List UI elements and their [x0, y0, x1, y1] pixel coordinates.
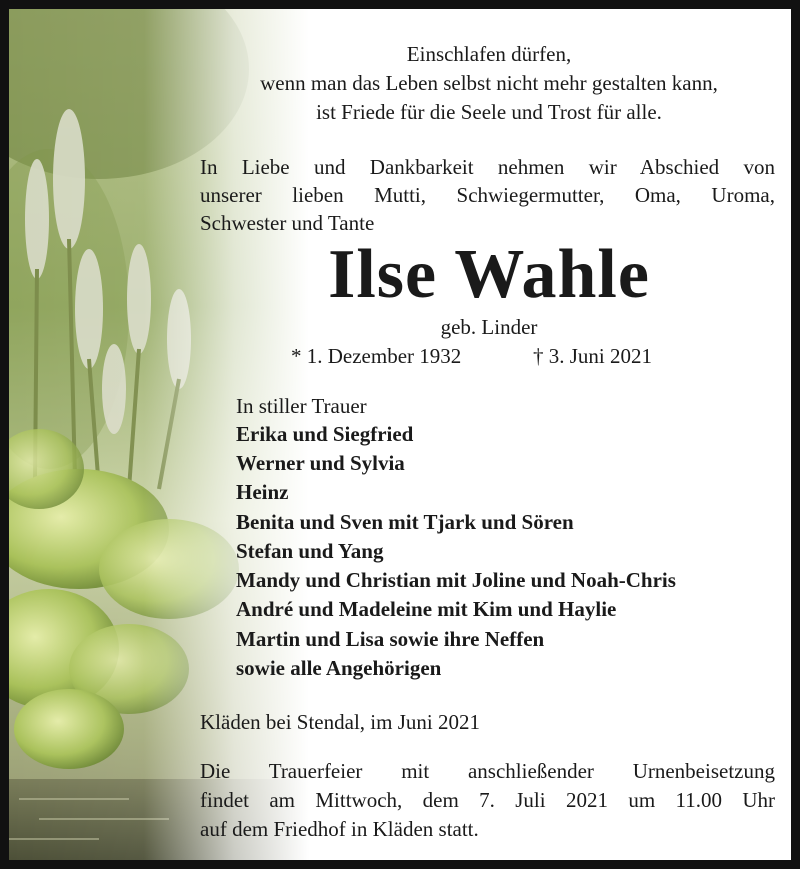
mourners-heading: In stiller Trauer [236, 394, 367, 418]
ceremony-line: Die Trauerfeier mit anschließender Urnenbeisetzung [200, 759, 775, 783]
mourner-name: André und Madeleine mit Kim und Haylie [236, 597, 617, 621]
birth-name: geb. Linder [440, 315, 538, 339]
poem-line: Einschlafen dürfen, [406, 42, 572, 66]
intro-line: In Liebe und Dankbarkeit nehmen wir Abschied von [200, 155, 775, 179]
mourner-name: Benita und Sven mit Tjark und Sören [236, 510, 574, 534]
mourner-name: sowie alle Angehörigen [236, 656, 442, 680]
mourner-name: Heinz [236, 480, 289, 504]
mourner-name: Stefan und Yang [236, 539, 384, 563]
poem-line: ist Friede für die Seele und Trost für alle. [316, 100, 662, 124]
mourner-name: Erika und Siegfried [236, 422, 414, 446]
notice-text [9, 9, 791, 860]
mourner-name: Martin und Lisa sowie ihre Neffen [236, 627, 545, 651]
mourner-name: Werner und Sylvia [236, 451, 405, 475]
intro-line: Schwester und Tante [200, 211, 375, 235]
intro-line: unserer lieben Mutti, Schwiegermutter, Oma, Uroma, [200, 183, 775, 207]
poem-line: wenn man das Leben selbst nicht mehr gestalten kann, [260, 71, 718, 95]
deceased-name: Ilse Wahle [328, 236, 650, 313]
mourner-name: Mandy und Christian mit Joline und Noah-Chris [236, 568, 676, 592]
death-date: † 3. Juni 2021 [533, 344, 653, 368]
ceremony-line: auf dem Friedhof in Kläden statt. [200, 817, 479, 841]
ceremony-line: findet am Mittwoch, dem 7. Juli 2021 um 11.00 Uhr [200, 788, 775, 812]
place-date: Kläden bei Stendal, im Juni 2021 [200, 710, 480, 734]
birth-date: * 1. Dezember 1932 [291, 344, 462, 368]
